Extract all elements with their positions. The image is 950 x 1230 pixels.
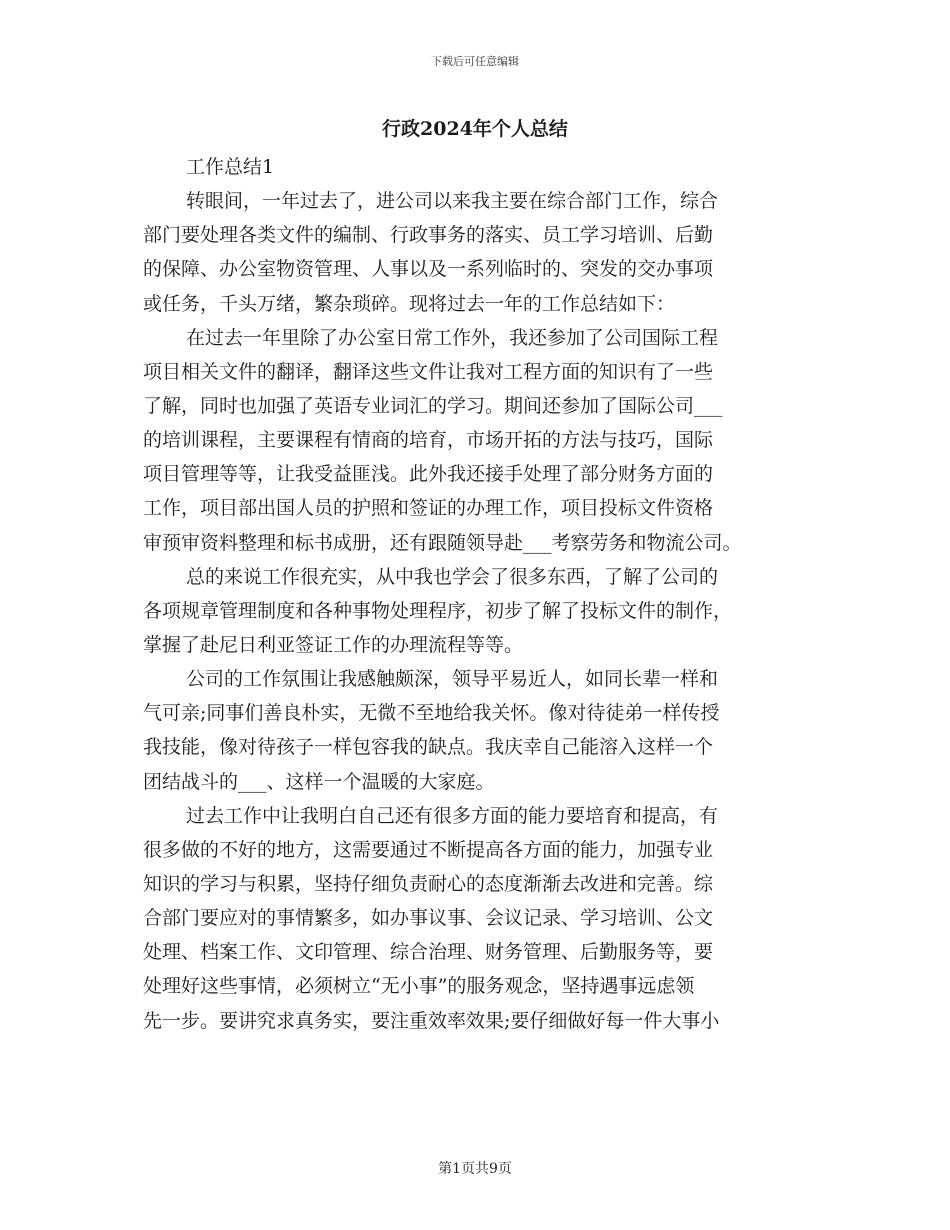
paragraph-line: 先一步。要讲究求真务实，要注重效率效果;要仔细做好每一件大事小 bbox=[143, 1009, 720, 1032]
paragraph-line: 气可亲;同事们善良朴实，无微不至地给我关怀。像对待徒弟一样传授 bbox=[143, 702, 720, 725]
paragraph-line: 处理、档案工作、文印管理、综合治理、财务管理、后勤服务等，要 bbox=[143, 941, 714, 964]
page-header-note: 下载后可任意编辑 bbox=[431, 55, 519, 68]
paragraph-line: 了解，同时也加强了英语专业词汇的学习。期间还参加了国际公司___ bbox=[143, 394, 723, 417]
paragraph-line: 很多做的不好的地方，这需要通过不断提高各方面的能力，加强专业 bbox=[143, 838, 714, 861]
page-number: 第1页共9页 bbox=[438, 1161, 512, 1177]
paragraph-line: 的保障、办公室物资管理、人事以及一系列临时的、突发的交办事项 bbox=[143, 258, 714, 281]
paragraph-line: 我技能，像对待孩子一样包容我的缺点。我庆幸自己能溶入这样一个 bbox=[143, 736, 714, 759]
paragraph-line: 过去工作中让我明白自己还有很多方面的能力要培育和提高，有 bbox=[186, 804, 719, 827]
paragraph-line: 项目管理等等，让我受益匪浅。此外我还接手处理了部分财务方面的 bbox=[143, 463, 714, 486]
paragraph-line: 处理好这些事情，必须树立“无小事”的服务观念，坚持遇事远虑领 bbox=[143, 975, 695, 998]
paragraph-line: 部门要处理各类文件的编制、行政事务的落实、员工学习培训、后勤 bbox=[143, 224, 714, 247]
paragraph-line: 工作，项目部出国人员的护照和签证的办理工作，项目投标文件资格 bbox=[143, 497, 714, 520]
paragraph-line: 团结战斗的___、这样一个温暖的大家庭。 bbox=[143, 770, 495, 793]
document-body bbox=[143, 150, 823, 1038]
document-title: 行政2024年个人总结 bbox=[382, 118, 568, 140]
paragraph-line: 审预审资料整理和标书成册，还有跟随领导赴___考察劳务和物流公司。 bbox=[143, 531, 742, 554]
paragraph-line: 掌握了赴尼日利亚签证工作的办理流程等等。 bbox=[143, 633, 524, 656]
paragraph-line: 总的来说工作很充实，从中我也学会了很多东西，了解了公司的 bbox=[186, 565, 719, 588]
paragraph-line: 合部门要应对的事情繁多，如办事议事、会议记录、学习培训、公文 bbox=[143, 907, 714, 930]
paragraph-line: 项目相关文件的翻译，翻译这些文件让我对工程方面的知识有了一些 bbox=[143, 360, 714, 383]
paragraph-line: 知识的学习与积累，坚持仔细负责耐心的态度渐渐去改进和完善。综 bbox=[143, 872, 714, 895]
paragraph-line: 各项规章管理制度和各种事物处理程序，初步了解了投标文件的制作， bbox=[143, 599, 733, 622]
paragraph-line: 在过去一年里除了办公室日常工作外，我还参加了公司国际工程 bbox=[186, 326, 719, 349]
paragraph-line: 或任务，千头万绪，繁杂琐碎。现将过去一年的工作总结如下： bbox=[143, 292, 676, 315]
section-heading: 工作总结1 bbox=[186, 156, 275, 178]
paragraph-line: 公司的工作氛围让我感触颇深，领导平易近人，如同长辈一样和 bbox=[186, 668, 719, 691]
paragraph-line: 的培训课程，主要课程有情商的培育，市场开拓的方法与技巧，国际 bbox=[143, 429, 714, 452]
paragraph-line: 转眼间，一年过去了，进公司以来我主要在综合部门工作，综合 bbox=[186, 190, 719, 213]
